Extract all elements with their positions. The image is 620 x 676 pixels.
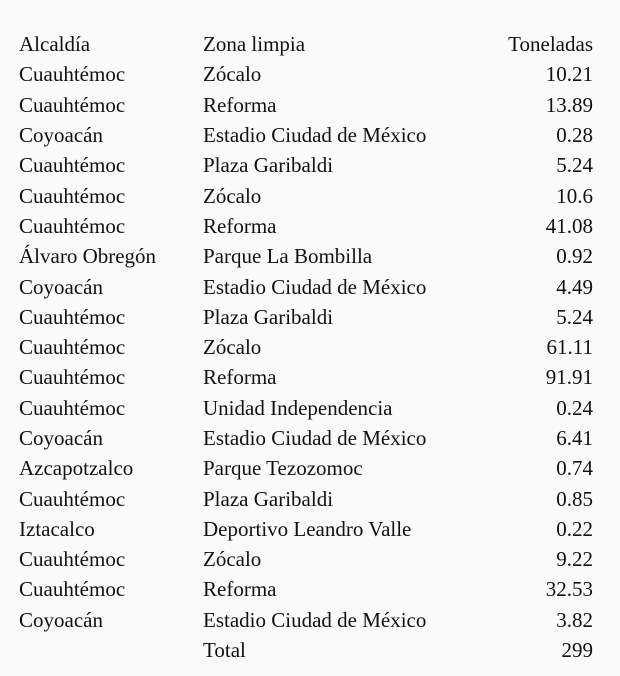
cell-zona-limpia: Plaza Garibaldi [203, 486, 334, 511]
table-row [13, 150, 593, 180]
table-header-row [13, 29, 593, 59]
cell-zona-limpia: Unidad Independencia [203, 395, 393, 420]
cell-alcaldia: Álvaro Obregón [19, 244, 157, 269]
table-row [13, 362, 593, 392]
cell-alcaldia: Coyoacán [19, 274, 103, 299]
cell-zona-limpia: Zócalo [203, 335, 262, 360]
cell-zona-limpia: Deportivo Leandro Valle [203, 516, 412, 541]
cell-toneladas: 0.24 [556, 395, 593, 420]
table-row [13, 605, 593, 635]
cell-zona-limpia: Estadio Ciudad de México [203, 426, 427, 450]
cell-zona-limpia: Plaza Garibaldi [203, 304, 334, 329]
table-row [13, 59, 593, 89]
column-header-zona-limpia: Zona limpia [203, 32, 306, 57]
cell-toneladas: 9.22 [556, 547, 593, 572]
table-row [13, 180, 593, 210]
cell-alcaldia: Coyoacán [19, 123, 103, 148]
cell-toneladas: 61.11 [546, 335, 593, 360]
cell-toneladas: 5.24 [556, 153, 593, 178]
table-total-row [13, 635, 593, 665]
total-value: 299 [561, 638, 593, 663]
cell-zona-limpia: Reforma [203, 213, 277, 238]
cell-alcaldia: Cuauhtémoc [19, 183, 126, 208]
cell-toneladas: 0.85 [556, 486, 593, 511]
table-row [13, 423, 593, 453]
cell-zona-limpia: Estadio Ciudad de México [203, 123, 427, 148]
cell-alcaldia: Cuauhtémoc [19, 304, 126, 329]
cell-alcaldia: Cuauhtémoc [19, 395, 126, 420]
cell-zona-limpia: Zócalo [203, 62, 262, 87]
cell-zona-limpia: Reforma [203, 365, 277, 390]
total-label: Total [203, 638, 246, 663]
cell-alcaldia: Cuauhtémoc [19, 335, 126, 360]
table-row [13, 393, 593, 423]
column-header-toneladas: Toneladas [508, 32, 593, 57]
table-row [13, 544, 593, 574]
cell-alcaldia: Cuauhtémoc [19, 365, 126, 390]
table-row [13, 574, 593, 604]
cell-zona-limpia: Parque Tezozomoc [203, 456, 363, 481]
table-row [13, 332, 593, 362]
cell-toneladas: 0.92 [556, 244, 593, 269]
cell-toneladas: 4.49 [556, 274, 593, 299]
cell-toneladas: 0.22 [556, 516, 593, 541]
table-row [13, 120, 593, 150]
cell-alcaldia: Cuauhtémoc [19, 153, 126, 178]
table-body [13, 59, 593, 635]
cell-alcaldia: Cuauhtémoc [19, 486, 126, 511]
cell-alcaldia: Iztacalco [19, 516, 95, 541]
cell-toneladas: 3.82 [556, 607, 593, 632]
cell-toneladas: 6.41 [556, 426, 593, 450]
cell-toneladas: 91.91 [545, 365, 593, 390]
table-row [13, 453, 593, 483]
tonnage-table [13, 29, 593, 665]
cell-toneladas: 10.6 [556, 183, 593, 208]
table-row [13, 302, 593, 332]
table-row [13, 90, 593, 120]
cell-toneladas: 41.08 [545, 213, 593, 238]
cell-alcaldia: Coyoacán [19, 607, 103, 632]
cell-zona-limpia: Reforma [203, 577, 277, 602]
cell-zona-limpia: Estadio Ciudad de México [203, 274, 427, 299]
cell-zona-limpia: Plaza Garibaldi [203, 153, 334, 178]
cell-zona-limpia: Parque La Bombilla [203, 244, 373, 269]
cell-alcaldia: Coyoacán [19, 426, 103, 450]
cell-zona-limpia: Zócalo [203, 547, 262, 572]
cell-zona-limpia: Reforma [203, 92, 277, 117]
cell-toneladas: 0.74 [556, 456, 593, 481]
cell-alcaldia: Azcapotzalco [19, 456, 134, 481]
table-row [13, 483, 593, 513]
cell-alcaldia: Cuauhtémoc [19, 92, 126, 117]
table-row [13, 211, 593, 241]
cell-toneladas: 0.28 [556, 123, 593, 148]
cell-zona-limpia: Zócalo [203, 183, 262, 208]
table-row [13, 514, 593, 544]
cell-zona-limpia: Estadio Ciudad de México [203, 607, 427, 632]
cell-alcaldia: Cuauhtémoc [19, 62, 126, 87]
cell-alcaldia: Cuauhtémoc [19, 577, 126, 602]
table-row [13, 271, 593, 301]
cell-toneladas: 13.89 [545, 92, 593, 117]
cell-toneladas: 10.21 [545, 62, 593, 87]
cell-alcaldia: Cuauhtémoc [19, 213, 126, 238]
total-alcaldia-cell [13, 635, 203, 665]
cell-toneladas: 5.24 [556, 304, 593, 329]
column-header-alcaldia: Alcaldía [19, 32, 91, 57]
table-row [13, 241, 593, 271]
cell-alcaldia: Cuauhtémoc [19, 547, 126, 572]
cell-toneladas: 32.53 [545, 577, 593, 602]
